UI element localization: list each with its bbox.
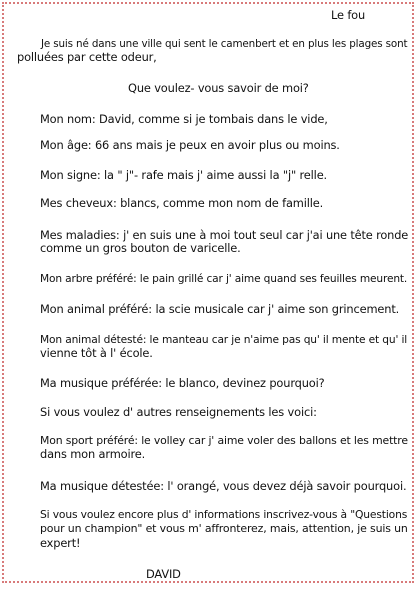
line-musique-detestee: Ma musique détestée: l' orangé, vous devez déjà savoir pourquoi. [40, 479, 407, 493]
question-heading: Que voulez- vous savoir de moi? [128, 81, 309, 95]
intro-line-2: polluées par cette odeur, [17, 50, 157, 64]
closing-line-1: Si vous voulez encore plus d' informations inscrivez-vous à "Questions [40, 508, 408, 521]
line-signe: Mon signe: la " j"- rafe mais j' aime aussi la "j" relle. [40, 168, 328, 182]
line-arbre: Mon arbre préféré: le pain grillé car j' aime quand ses feuilles meurent. [40, 272, 408, 285]
line-age: Mon âge: 66 ans mais je peux en avoir plus ou moins. [40, 138, 340, 152]
line-musique-preferee: Ma musique préférée: le blanco, devinez pourquoi? [40, 376, 325, 390]
line-cheveux: Mes cheveux: blancs, comme mon nom de famille. [40, 196, 324, 210]
line-animal-deteste-2: vienne tôt à l' école. [40, 346, 153, 360]
closing-line-3: expert! [40, 536, 81, 550]
intro-line-1: Je suis né dans une ville qui sent le camenbert et en plus les plages sont [41, 38, 408, 50]
signature: DAVID [146, 567, 181, 581]
line-animal-deteste-1: Mon animal détesté: le manteau car je n'aime pas qu' il mente et qu' il [40, 333, 408, 346]
document-title: Le fou [331, 8, 366, 22]
line-renseignements: Si vous voulez d' autres renseignements les voici: [40, 405, 317, 419]
line-nom: Mon nom: David, comme si je tombais dans le vide, [40, 112, 328, 126]
line-maladies-1: Mes maladies: j' en suis une à moi tout seul car j'ai une tête ronde [40, 228, 409, 242]
line-sport-1: Mon sport préféré: le volley car j' aime voler des ballons et les mettre [40, 434, 408, 447]
line-animal-prefere: Mon animal préféré: la scie musicale car j' aime son grincement. [40, 302, 400, 316]
line-maladies-2: comme un gros bouton de varicelle. [40, 241, 241, 255]
closing-line-2: pour un champion" et vous m' affronterez, mais, attention, je suis un [40, 522, 408, 535]
line-sport-2: dans mon armoire. [40, 447, 146, 461]
